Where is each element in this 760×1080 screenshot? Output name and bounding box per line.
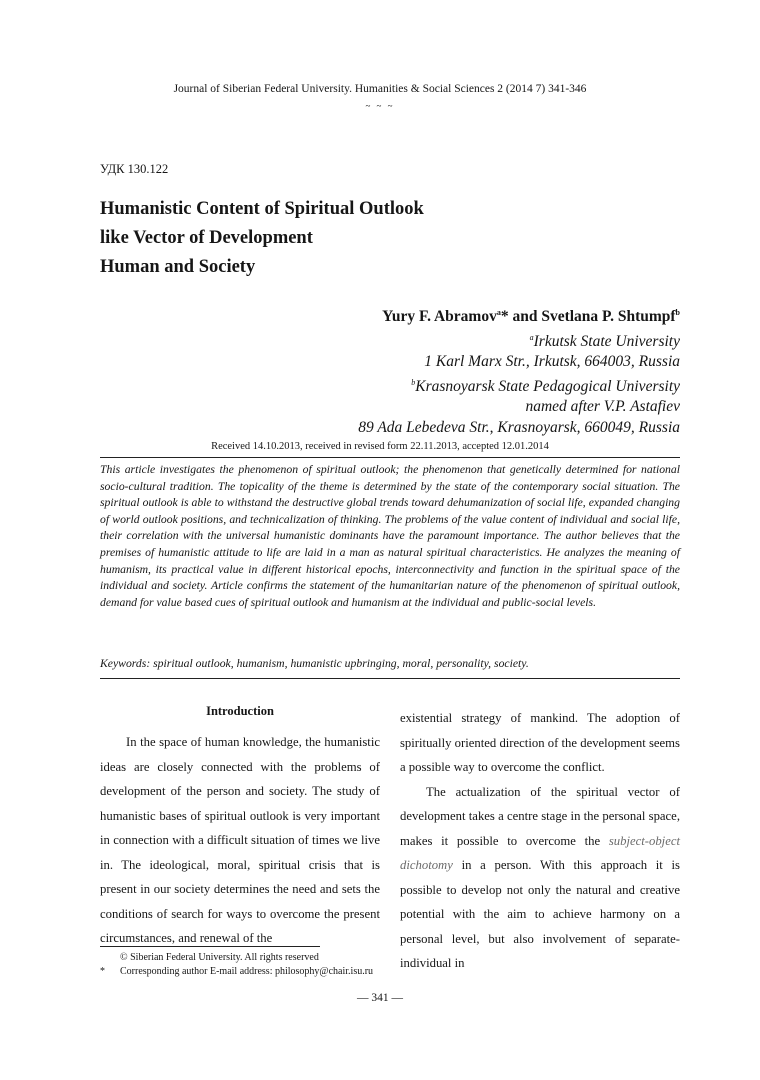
footnote-marker: * [100,966,105,977]
term-subject-object-dichotomy: subject-object dichotomy [400,833,680,872]
affiliation-b: $^b$Krasnoyarsk State Pedagogical University [411,377,680,395]
right-column [400,706,680,976]
author-1: Yury F. Abramov [382,308,497,326]
received-dates: Received 14.10.2013, received in revised form 22.11.2013, accepted 12.01.2014 [211,441,549,452]
article-title [100,195,424,282]
author-connector: * and Svetlana P. Shtumpf [500,308,676,326]
body-paragraph: In the space of human knowledge, the humanistic ideas are closely connected with the problems of development of the person and society. The study of humanistic bases of spiritual outlook is very important in connection with a difficult situation of times we live in. The ideological, moral, spiritual crisis that is present in our society determines the need and sets the conditions of search for ways to overcome the present circumstances, and renewal of the [100,735,380,945]
title-line-1: Humanistic Content of Spiritual Outlook [100,199,424,219]
footnote-corresponding: Corresponding author E-mail address: philosophy@chair.isu.ru [120,966,374,977]
title-line-3: Human and Society [100,257,256,277]
udc-code: УДК 130.122 [100,162,169,176]
footnote-rule [100,946,320,947]
section-heading-introduction: Introduction [206,704,274,718]
affiliation-b-name-2: named after V.P. Astafiev [525,398,680,416]
footnote-copyright: © Siberian Federal University. All rights reserved [120,952,319,963]
affiliation-a-address: 1 Karl Marx Str., Irkutsk, 664003, Russia [424,353,680,371]
header-separator: ~ ~ ~ [365,101,395,111]
page-number: ― 341 ― [357,992,403,1004]
author-names [358,303,680,328]
body-paragraph-continued: existential strategy of mankind. The adoption of spiritually oriented direction of the development seems a possible way to overcome the conflict. [400,711,680,774]
authors-block [358,303,680,438]
title-line-2: like Vector of Development [100,228,313,248]
journal-header: Journal of Siberian Federal University. Humanities & Social Sciences 2 (2014 7) 341-346 [173,83,587,95]
body-paragraph-2: The actualization of the spiritual vector of development takes a centre stage in the personal space, makes it possible to overcome the subject-object dichotomy in a person. With this approach it is possible to develop not only the natural and creative potential with the aim to achieve harmony on a personal level, but also involvement of separate-individual in [400,784,680,970]
affiliation-a: $^a$Irkutsk State University [529,332,680,350]
abstract [100,462,680,611]
author-1-sup: a [496,308,501,317]
author-2-sup: b [675,308,680,317]
abstract-bottom-rule [100,678,680,679]
left-column [100,730,380,951]
abstract-text: This article investigates the phenomenon of spiritual outlook; the phenomenon that genetically determined for national socio-cultural tradition. The topicality of the theme is determined by the state of the contemporary social situation. The spiritual outlook is able to withstand the destructive global trends toward dehumanization of social life, expanded changing of world outlook positions, and technicalization of thinking. The problems of the value content of individual and social life, their correlation with the universal humanistic dominants have the paramount importance. The author believes that the premises of humanistic attitude to life are laid in a man as natural spiritual characteristics. He analyzes the meaning of humanism, its practical value in different historical epochs, interconnectivity and function in the spiritual space of the individual and society. Article confirms the statement of the humanitarian nature of the phenomenon of spiritual outlook, demand for value based cues of spiritual outlook and humanism at the individual and public-social levels. [100,463,680,609]
keywords: Keywords: spiritual outlook, humanism, humanistic upbringing, moral, personality, society. [100,657,529,670]
affiliation-b-address: 89 Ada Lebedeva Str., Krasnoyarsk, 660049, Russia [358,418,680,436]
abstract-top-rule [100,457,680,458]
